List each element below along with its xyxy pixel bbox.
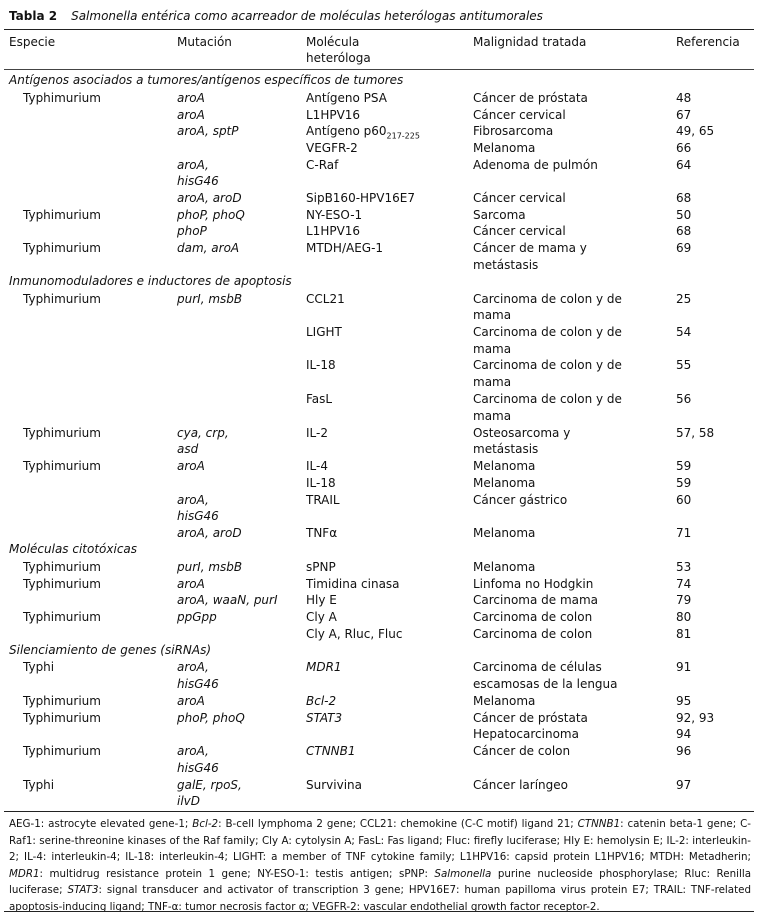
species-cell: Typhimurium <box>23 241 101 255</box>
malignancy-cell: mama <box>473 409 512 423</box>
malignancy-cell: Carcinoma de colon <box>473 627 593 641</box>
molecule-cell: SipB160-HPV16E7 <box>306 191 415 205</box>
molecule-cell: NY-ESO-1 <box>306 208 363 222</box>
species-cell: Typhi <box>23 660 55 674</box>
malignancy-cell: mama <box>473 342 512 356</box>
molecule-subscript: 217-225 <box>386 131 420 141</box>
molecule-cell: sPNP <box>306 560 336 574</box>
malignancy-cell: Carcinoma de mama <box>473 593 599 607</box>
reference-cell: 96 <box>676 744 692 758</box>
reference-cell: 80 <box>676 610 692 624</box>
malignancy-cell: Melanoma <box>473 476 536 490</box>
table-caption <box>9 8 543 24</box>
footnote-text: purine nucleoside phosphorylase; Rluc: Renilla luciferase; <box>9 867 752 897</box>
top-rule <box>4 29 754 30</box>
malignancy-cell: escamosas de la lengua <box>473 677 618 691</box>
malignancy-cell: Carcinoma de colon y de <box>473 358 622 372</box>
molecule-cell: CCL21 <box>306 292 345 306</box>
molecule-cell: IL-4 <box>306 459 328 473</box>
mutation-cell: phoP <box>177 224 207 238</box>
footnote-text: Bcl-2 <box>192 818 219 830</box>
mutation-cell: hisG46 <box>177 509 219 523</box>
mutation-cell: purI, msbB <box>177 560 243 574</box>
mutation-cell: hisG46 <box>177 761 219 775</box>
header-molecula: Molécula <box>306 35 360 49</box>
molecule-cell: Timidina cinasa <box>306 577 400 591</box>
molecule-cell <box>306 525 337 541</box>
species-cell: Typhimurium <box>23 577 101 591</box>
caption-label: Tabla 2 <box>9 9 58 23</box>
reference-cell: 97 <box>676 778 692 792</box>
molecule-cell: FasL <box>306 392 333 406</box>
reference-cell: 71 <box>676 526 692 540</box>
reference-cell: 25 <box>676 292 692 306</box>
molecule-cell: C-Raf <box>306 158 339 172</box>
mutation-cell: ilvD <box>177 794 201 808</box>
malignancy-cell: Hepatocarcinoma <box>473 727 579 741</box>
molecule-cell: VEGFR-2 <box>306 141 358 155</box>
malignancy-cell: Osteosarcoma y <box>473 426 571 440</box>
reference-cell: 64 <box>676 158 692 172</box>
mutation-cell: aroA, <box>177 660 209 674</box>
malignancy-cell: Carcinoma de colon y de <box>473 392 622 406</box>
alpha-symbol: α <box>329 526 338 540</box>
reference-cell: 50 <box>676 208 692 222</box>
mutation-cell: aroA, <box>177 493 209 507</box>
header-referencia: Referencia <box>676 35 740 49</box>
molecule-cell: IL-2 <box>306 426 328 440</box>
mutation-cell: aroA, <box>177 744 209 758</box>
reference-cell: 59 <box>676 476 692 490</box>
malignancy-cell: Melanoma <box>473 141 536 155</box>
reference-cell: 53 <box>676 560 692 574</box>
header-mutacion: Mutación <box>177 35 232 49</box>
footnote-rule <box>4 911 754 912</box>
mutation-cell: aroA, sptP <box>177 124 239 138</box>
mutation-cell: aroA <box>177 577 205 591</box>
species-cell: Typhimurium <box>23 744 101 758</box>
malignancy-cell: Melanoma <box>473 459 536 473</box>
malignancy-cell: Carcinoma de colon y de <box>473 292 622 306</box>
molecule-cell: MTDH/AEG-1 <box>306 241 384 255</box>
mutation-cell: aroA, aroD <box>177 191 242 205</box>
mutation-cell: hisG46 <box>177 677 219 691</box>
species-cell: Typhimurium <box>23 208 101 222</box>
malignancy-cell: Linfoma no Hodgkin <box>473 577 594 591</box>
malignancy-cell: Cáncer de próstata <box>473 91 588 105</box>
malignancy-cell: Cáncer laríngeo <box>473 778 568 792</box>
molecule-cell: Bcl-2 <box>306 694 337 708</box>
malignancy-cell: Carcinoma de colon <box>473 610 593 624</box>
malignancy-cell: Cáncer de colon <box>473 744 571 758</box>
molecule-cell: Cly A <box>306 610 337 624</box>
reference-cell: 57, 58 <box>676 426 715 440</box>
bottom-rule <box>4 811 754 812</box>
molecule-name: Antígeno p60 <box>306 124 387 138</box>
mutation-cell: aroA, <box>177 158 209 172</box>
reference-cell: 81 <box>676 627 692 641</box>
malignancy-cell: Cáncer cervical <box>473 224 566 238</box>
molecule-name: TNF <box>306 526 330 540</box>
mutation-cell: aroA, waaN, purI <box>177 593 278 607</box>
species-cell: Typhimurium <box>23 292 101 306</box>
footnote-text: : multidrug resistance protein 1 gene; NY-ESO-1: testis antigen; sPNP: <box>39 867 435 880</box>
species-cell: Typhimurium <box>23 459 101 473</box>
reference-cell: 55 <box>676 358 692 372</box>
molecule-cell: Cly A, Rluc, Fluc <box>306 627 403 641</box>
malignancy-cell: Melanoma <box>473 560 536 574</box>
reference-cell: 60 <box>676 493 692 507</box>
reference-cell: 79 <box>676 593 692 607</box>
molecule-cell: Antígeno PSA <box>306 91 387 105</box>
reference-cell: 67 <box>676 108 692 122</box>
section-title: Inmunomoduladores e inductores de apoptosis <box>9 274 292 288</box>
reference-cell: 91 <box>676 660 692 674</box>
malignancy-cell: Cáncer de próstata <box>473 711 588 725</box>
malignancy-cell: Carcinoma de células <box>473 660 602 674</box>
footnote-text: CTNNB1 <box>577 818 621 830</box>
reference-cell: 54 <box>676 325 692 339</box>
molecule-cell: L1HPV16 <box>306 224 361 238</box>
reference-cell: 95 <box>676 694 692 708</box>
footnote-text: : signal transducer and activator of transcription 3 gene; HPV16E7: human papilloma virus protein E7; TRAIL: TNF-related apoptosis-inducing ligand; TNF-α: tumor necrosis factor α; VEGFR-2: vascular endothelial growth factor receptor-2. <box>9 884 751 913</box>
mutation-cell: phoP, phoQ <box>177 711 245 725</box>
molecule-cell: TRAIL <box>306 493 340 507</box>
species-cell: Typhimurium <box>23 426 101 440</box>
mutation-cell: dam, aroA <box>177 241 240 255</box>
malignancy-cell: Adenoma de pulmón <box>473 158 598 172</box>
mutation-cell: aroA, aroD <box>177 526 242 540</box>
malignancy-cell: Cáncer cervical <box>473 108 566 122</box>
mutation-cell: aroA <box>177 694 205 708</box>
footnote <box>9 816 751 916</box>
molecule-cell: IL-18 <box>306 358 336 372</box>
species-cell: Typhimurium <box>23 91 101 105</box>
mutation-cell: phoP, phoQ <box>177 208 245 222</box>
malignancy-cell: Fibrosarcoma <box>473 124 554 138</box>
molecule-cell: Survivina <box>306 778 362 792</box>
mutation-cell: asd <box>177 442 199 456</box>
molecule-cell: Hly E <box>306 593 337 607</box>
malignancy-cell: mama <box>473 375 512 389</box>
reference-cell: 94 <box>676 727 692 741</box>
reference-cell: 68 <box>676 191 692 205</box>
species-cell: Typhimurium <box>23 610 101 624</box>
molecule-cell: IL-18 <box>306 476 336 490</box>
mutation-cell: aroA <box>177 108 205 122</box>
mutation-cell: cya, crp, <box>177 426 229 440</box>
molecule-cell: STAT3 <box>306 711 343 725</box>
mutation-cell: hisG46 <box>177 174 219 188</box>
header-rule <box>4 69 754 70</box>
malignancy-cell: Cáncer gástrico <box>473 493 568 507</box>
malignancy-cell: metástasis <box>473 442 539 456</box>
footnote-text: MDR1 <box>9 867 40 880</box>
mutation-cell: purI, msbB <box>177 292 243 306</box>
species-cell: Typhimurium <box>23 711 101 725</box>
footnote-text: : catenin beta-1 gene; C-Raf1: serine-threonine kinases of the Raf family; Cly A: cytolysin A; FasL: Fas ligand; Fluc: firefly luciferase; Hly E: hemolysin E; IL-2: interleukin-2; IL-4: interleukin-4; IL-18: interleukin-4; LIGHT: a member of TNF cytokine family; L1HPV16: capsid protein L1HPV16; MTDH: Metadherin; <box>9 818 751 864</box>
footnote-text: Salmonella <box>434 867 492 880</box>
footnote-text: : B-cell lymphoma 2 gene; CCL21: chemokine (C-C motif) ligand 21; <box>218 818 578 830</box>
malignancy-cell: Cáncer cervical <box>473 191 566 205</box>
molecule-cell: CTNNB1 <box>306 744 356 758</box>
malignancy-cell: mama <box>473 308 512 322</box>
reference-cell: 49, 65 <box>676 124 715 138</box>
reference-cell: 59 <box>676 459 692 473</box>
caption-title: Salmonella entérica como acarreador de moléculas heterólogas antitumorales <box>71 9 543 23</box>
header-molecula-2: heteróloga <box>306 51 371 65</box>
footnote-text: STAT3 <box>67 884 99 897</box>
reference-cell: 48 <box>676 91 692 105</box>
reference-cell: 74 <box>676 577 692 591</box>
malignancy-cell: Sarcoma <box>473 208 526 222</box>
mutation-cell: galE, rpoS, <box>177 778 242 792</box>
malignancy-cell: Carcinoma de colon y de <box>473 325 622 339</box>
mutation-cell: ppGpp <box>177 610 217 624</box>
molecule-cell: L1HPV16 <box>306 108 361 122</box>
reference-cell: 66 <box>676 141 692 155</box>
section-title: Silenciamiento de genes (siRNAs) <box>9 643 212 657</box>
reference-cell: 69 <box>676 241 692 255</box>
header-especie: Especie <box>9 35 56 49</box>
malignancy-cell: metástasis <box>473 258 539 272</box>
section-title: Moléculas citotóxicas <box>9 542 138 556</box>
malignancy-cell: Melanoma <box>473 526 536 540</box>
species-cell: Typhimurium <box>23 560 101 574</box>
malignancy-cell: Melanoma <box>473 694 536 708</box>
mutation-cell: aroA <box>177 91 205 105</box>
molecule-cell: MDR1 <box>306 660 342 674</box>
section-title: Antígenos asociados a tumores/antígenos específicos de tumores <box>9 73 404 87</box>
malignancy-cell: Cáncer de mama y <box>473 241 587 255</box>
footnote-text: AEG-1: astrocyte elevated gene-1; <box>9 818 193 830</box>
reference-cell: 92, 93 <box>676 711 715 725</box>
species-cell: Typhi <box>23 778 55 792</box>
mutation-cell: aroA <box>177 459 205 473</box>
molecule-cell: LIGHT <box>306 325 342 339</box>
reference-cell: 68 <box>676 224 692 238</box>
species-cell: Typhimurium <box>23 694 101 708</box>
reference-cell: 56 <box>676 392 692 406</box>
header-malignidad: Malignidad tratada <box>473 35 587 49</box>
